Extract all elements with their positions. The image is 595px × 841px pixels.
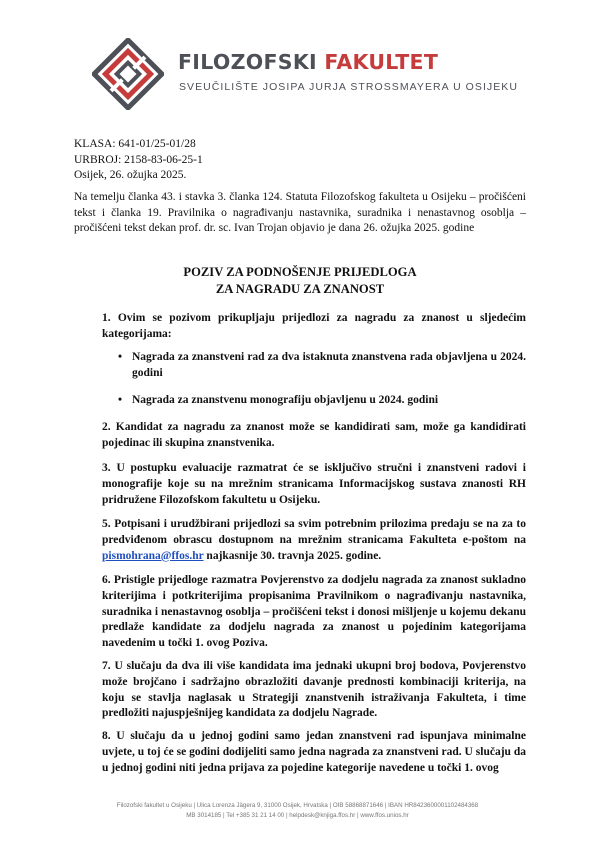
faculty-name-part2: FAKULTET [324,50,439,74]
klasa: KLASA: 641-01/25-01/28 [74,138,196,150]
urbroj: URBROJ: 2158-83-06-25-1 [74,153,203,166]
paragraph-2: 2. Kandidat za nagradu za znanost može se kandidirati sam, može ga kandidirati pojedinac ili skupina znanstvenika. [102,421,526,449]
bullet-icon: • [118,351,123,363]
list-item [118,350,526,382]
paragraph-8: 8. U slučaju da u jednoj godini samo jedan znanstveni rad ispunjava minimalne uvjete, u toj će se godini dodijeliti samo jedna nagrada za znanstveni rad. U slučaju da u jednoj godini niti jedna prijava za pojedine kategorije navedene u točki 1. ovog [102,730,526,774]
paragraph-5-text: 5. Potpisani i urudžbirani prijedlozi sa svim potrebnim prilozima predaju se na za to predviđenom obrascu dostupnom na mrežnim stranicama Fakulteta e-poštom na [102,518,526,546]
bullet-icon: • [118,394,123,406]
faculty-logo-icon [92,38,164,110]
heading-line-1: POZIV ZA PODNOŠENJE PRIJEDLOGA [183,265,417,279]
paragraph-1: 1. Ovim se pozivom prikupljaju prijedlozi za nagradu za znanost u sljedećim kategorijama: [102,312,526,340]
list-item [118,393,526,409]
university-name: SVEUČILIŠTE JOSIPA JURJA STROSSMAYERA U OSIJEKU [179,81,518,93]
intro-paragraph: Na temelju članka 43. i stavka 3. članka 124. Statuta Filozofskog fakulteta u Osijeku – pročišćeni tekst i članka 19. Pravilnika o nagrađivanju nastavnika, suradnika i nenastavnog osoblja – pročišćeni tekst dekan prof. dr. sc. Ivan Trojan objavio je dana 26. ožujka 2025. godine [74,191,526,235]
heading-line-2: ZA NAGRADU ZA ZNANOST [215,281,385,296]
faculty-name [178,52,438,73]
paragraph-5 [102,517,526,564]
footer-line-2: MB 3014185 | Tel +385 31 21 14 00 | helpdesk@knjiga.ffos.hr | www.ffos.unios.hr [186,812,409,819]
document-meta [74,137,203,184]
paragraph-6: 6. Pristigle prijedloge razmatra Povjerenstvo za dodjelu nagrada za znanost sukladno kriterijima i potkriterijima propisanima Pravilnikom o nagrađivanju nastavnika, suradnika i nenastavnog osoblja – pročišćeni tekst i donosi mišljenje u kojemu dekanu predlaže kandidate za dodjelu nagrada za znanost u pojedinim kategorijama navedenim u točki 1. ovog Poziva. [102,574,526,650]
paragraph-7: 7. U slučaju da dva ili više kandidata ima jednaki ukupni broj bodova, Povjerenstvo može brojčano i sadržajno obrazložiti davanje prednosti kombinaciji kriterija, na koju se stavlja naglasak u Strategiji znanstvenih istraživanja Fakulteta, i time predložiti najuspješnijeg kandidata za dodjelu Nagrade. [102,660,526,720]
document-heading [74,264,526,297]
email-link[interactable]: pismohrana@ffos.hr [102,549,204,562]
paragraph-5-deadline: najkasnije 30. travnja 2025. godine. [203,549,382,562]
faculty-name-part1: FILOZOFSKI [178,50,317,74]
bullet-1-text: Nagrada za znanstveni rad za dva istaknuta znanstvena rada objavljena u 2024. godini [132,351,526,379]
document-date: Osijek, 26. ožujka 2025. [74,169,187,181]
bullet-2-text: Nagrada za znanstvenu monografiju objavljenu u 2024. godini [132,394,439,406]
footer-line-1: Filozofski fakultet u Osijeku | Ulica Lorenza Jägera 9, 31000 Osijek, Hrvatska | OIB 58868871646 | IBAN HR8423600001102484368 [116,802,479,809]
paragraph-3: 3. U postupku evaluacije razmatrat će se isključivo stručni i znanstveni radovi i monografije koje su na mrežnim stranicama Informacijskog sustava znanosti RH pridružene Filozofskom fakultetu u Osijeku. [102,462,526,506]
